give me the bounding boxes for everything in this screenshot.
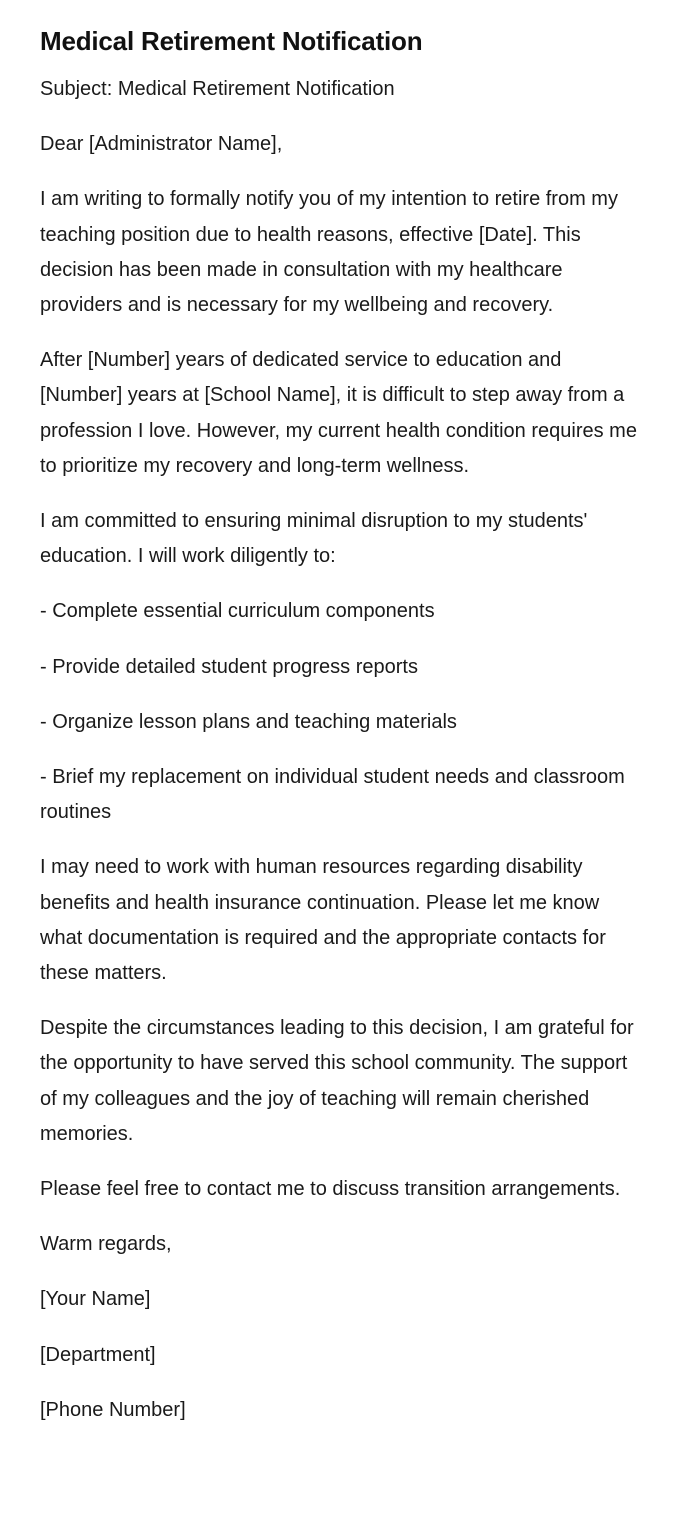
paragraph-service: After [Number] years of dedicated service to education and [Number] years at [School Name], it is difficult to step away from a profession I love. However, my current health condition requires me to prioritize my recovery and long-term wellness.: [40, 349, 637, 477]
signoff: Warm regards,: [40, 1233, 172, 1256]
transition-task-list: [40, 594, 642, 830]
paragraph-hr: I may need to work with human resources regarding disability benefits and health insurance continuation. Please let me know what documentation is required and the appropriate contacts for these matters.: [40, 856, 606, 985]
subject-line: Subject: Medical Retirement Notification: [40, 78, 395, 100]
signature-department: [Department]: [40, 1343, 156, 1366]
signature-phone: [Phone Number]: [40, 1398, 186, 1421]
paragraph-gratitude: Despite the circumstances leading to this decision, I am grateful for the opportunity to have served this school community. The support of my colleagues and the joy of teaching will remain cherished memories.: [40, 1017, 634, 1145]
paragraph-contact: Please feel free to contact me to discuss transition arrangements.: [40, 1178, 621, 1201]
list-item: - Organize lesson plans and teaching materials: [40, 710, 457, 733]
paragraph-commitment: I am committed to ensuring minimal disruption to my students' education. I will work diligently to:: [40, 510, 588, 568]
salutation: Dear [Administrator Name],: [40, 133, 283, 156]
document-title: Medical Retirement Notification: [40, 26, 423, 56]
list-item: - Brief my replacement on individual student needs and classroom routines: [40, 766, 625, 824]
paragraph-intent: I am writing to formally notify you of my intention to retire from my teaching position due to health reasons, effective [Date]. This decision has been made in consultation with my healthcare providers and is necessary for my wellbeing and recovery.: [40, 188, 618, 317]
signature-name: [Your Name]: [40, 1288, 151, 1311]
list-item: - Complete essential curriculum components: [40, 600, 435, 623]
list-item: - Provide detailed student progress reports: [40, 655, 418, 678]
